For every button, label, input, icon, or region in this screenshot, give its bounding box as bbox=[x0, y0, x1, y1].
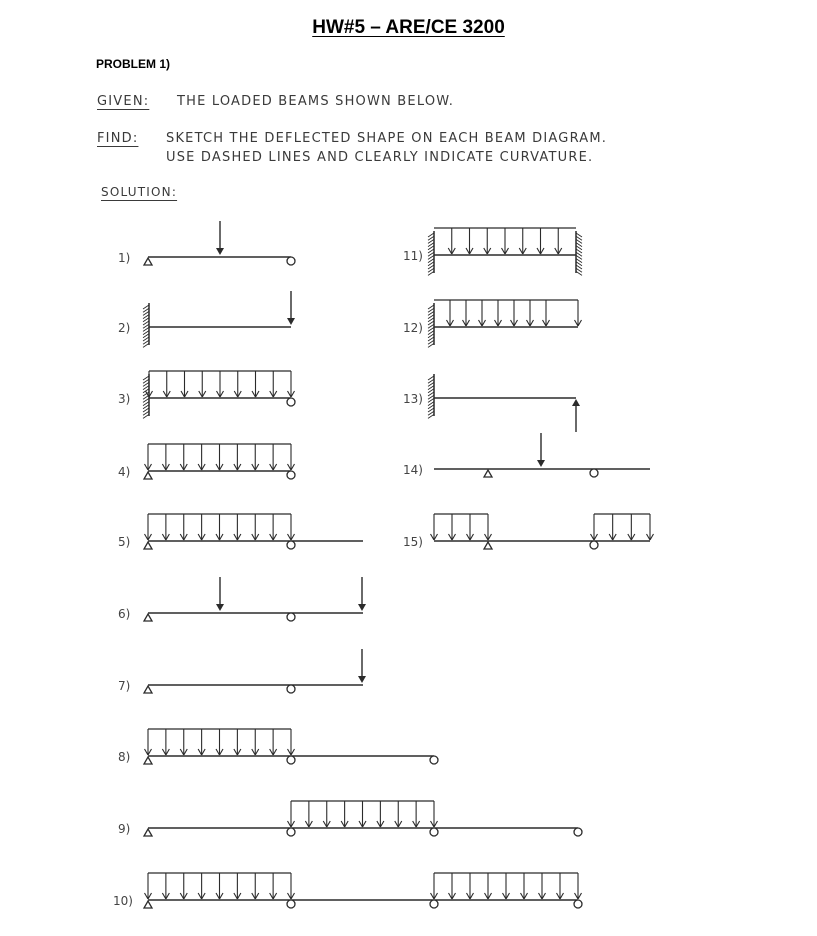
pin-support-icon bbox=[144, 542, 152, 549]
roller-support-icon bbox=[287, 613, 295, 621]
fixed-support-wall-icon bbox=[143, 303, 149, 347]
pin-support-icon bbox=[144, 829, 152, 836]
distributed-load-icon bbox=[288, 801, 438, 827]
distributed-load-icon bbox=[145, 444, 295, 470]
pin-support-icon bbox=[144, 472, 152, 479]
fixed-support-wall-icon bbox=[143, 374, 149, 418]
beam-number-label: 1) bbox=[118, 251, 131, 265]
beam-number-label: 15) bbox=[403, 535, 423, 549]
point-load-down-arrow-icon bbox=[216, 221, 224, 255]
given-text: THE LOADED BEAMS SHOWN BELOW. bbox=[177, 94, 455, 109]
roller-support-icon bbox=[287, 685, 295, 693]
beam-diagram-9 bbox=[118, 801, 582, 836]
pin-support-icon bbox=[484, 542, 492, 549]
beam-number-label: 11) bbox=[403, 249, 423, 263]
pin-support-icon bbox=[144, 258, 152, 265]
roller-support-icon bbox=[590, 541, 598, 549]
roller-support-icon bbox=[287, 900, 295, 908]
point-load-down-arrow-icon bbox=[537, 433, 545, 467]
beam-diagram-5 bbox=[118, 514, 363, 549]
distributed-load-icon bbox=[431, 873, 582, 899]
roller-support-icon bbox=[590, 469, 598, 477]
find-text-line-2: USE DASHED LINES AND CLEARLY INDICATE CURVATURE. bbox=[166, 150, 594, 165]
point-load-down-arrow-icon bbox=[358, 649, 366, 683]
beam-diagram-1 bbox=[118, 221, 295, 265]
beam-diagram-15 bbox=[403, 514, 654, 549]
beam-number-label: 8) bbox=[118, 750, 131, 764]
beam-number-label: 13) bbox=[403, 392, 423, 406]
find-text-line-1: SKETCH THE DEFLECTED SHAPE ON EACH BEAM DIAGRAM. bbox=[166, 131, 608, 146]
roller-support-icon bbox=[430, 900, 438, 908]
beam-number-label: 2) bbox=[118, 321, 131, 335]
roller-support-icon bbox=[287, 541, 295, 549]
beam-number-label: 10) bbox=[113, 894, 133, 908]
roller-support-icon bbox=[287, 828, 295, 836]
distributed-load-icon bbox=[145, 729, 295, 755]
roller-support-icon bbox=[574, 828, 582, 836]
distributed-load-icon bbox=[434, 300, 582, 326]
beam-number-label: 14) bbox=[403, 463, 423, 477]
roller-support-icon bbox=[574, 900, 582, 908]
beam-number-label: 9) bbox=[118, 822, 131, 836]
beam-diagram-3 bbox=[118, 371, 295, 418]
roller-support-icon bbox=[430, 828, 438, 836]
roller-support-icon bbox=[287, 398, 295, 406]
find-label: FIND: bbox=[97, 131, 139, 146]
pin-support-icon bbox=[144, 686, 152, 693]
roller-support-icon bbox=[430, 756, 438, 764]
distributed-load-icon bbox=[145, 873, 295, 899]
beam-diagram-8 bbox=[118, 729, 438, 764]
beam-diagram-14 bbox=[403, 433, 650, 477]
fixed-support-wall-icon bbox=[428, 231, 434, 275]
beam-number-label: 4) bbox=[118, 465, 131, 479]
beam-diagram-7 bbox=[118, 649, 366, 693]
point-load-down-arrow-icon bbox=[358, 577, 366, 611]
given-label: GIVEN: bbox=[97, 94, 150, 109]
pin-support-icon bbox=[484, 470, 492, 477]
beam-diagram-4 bbox=[118, 444, 295, 479]
beam-diagram-2 bbox=[118, 291, 295, 347]
distributed-load-icon bbox=[145, 514, 295, 540]
distributed-load-icon bbox=[146, 371, 295, 397]
fixed-support-wall-icon bbox=[428, 303, 434, 347]
solution-label: SOLUTION: bbox=[101, 185, 178, 199]
point-load-down-arrow-icon bbox=[287, 291, 295, 325]
beam-number-label: 7) bbox=[118, 679, 131, 693]
problem-heading: PROBLEM 1) bbox=[96, 57, 171, 71]
beam-diagram-10 bbox=[113, 873, 582, 908]
distributed-load-icon bbox=[434, 228, 576, 254]
distributed-load-icon bbox=[431, 514, 492, 540]
beam-number-label: 3) bbox=[118, 392, 131, 406]
fixed-support-wall-icon bbox=[428, 374, 434, 418]
roller-support-icon bbox=[287, 471, 295, 479]
pin-support-icon bbox=[144, 901, 152, 908]
beam-diagram-12 bbox=[403, 300, 582, 347]
fixed-support-wall-icon bbox=[576, 231, 582, 275]
roller-support-icon bbox=[287, 257, 295, 265]
page-title: HW#5 – ARE/CE 3200 bbox=[312, 17, 505, 38]
beam-number-label: 5) bbox=[118, 535, 131, 549]
pin-support-icon bbox=[144, 614, 152, 621]
distributed-load-icon bbox=[591, 514, 654, 540]
beam-diagram-13 bbox=[403, 374, 580, 432]
point-load-up-arrow-icon bbox=[572, 399, 580, 432]
point-load-down-arrow-icon bbox=[216, 577, 224, 611]
beam-diagram-11 bbox=[403, 228, 582, 275]
beam-diagram-6 bbox=[118, 577, 366, 621]
roller-support-icon bbox=[287, 756, 295, 764]
beam-number-label: 6) bbox=[118, 607, 131, 621]
pin-support-icon bbox=[144, 757, 152, 764]
beam-number-label: 12) bbox=[403, 321, 423, 335]
